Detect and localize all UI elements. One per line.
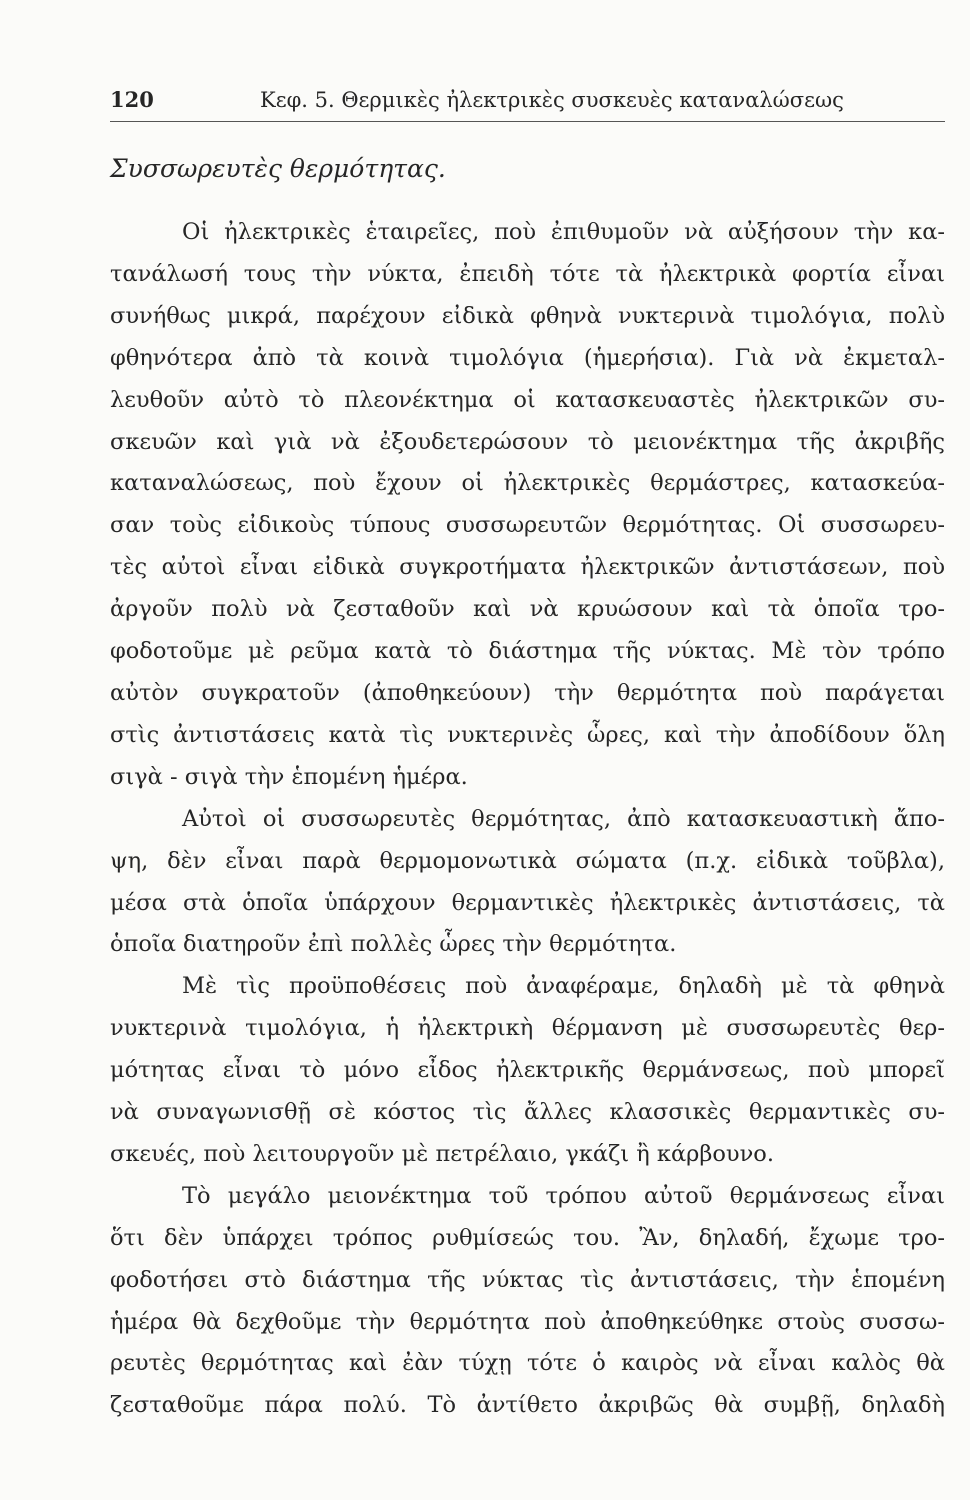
- text-line: μέσα στὰ ὁποῖα ὑπάρχουν θερμαντικὲς ἠλεκτρικὲς ἀντιστάσεις, τὰ: [110, 889, 945, 916]
- paragraph-4: [110, 1176, 945, 1427]
- text-line: σκευές, ποὺ λειτουργοῦν μὲ πετρέλαιο, γκάζι ἢ κάρβουνο.: [110, 1140, 774, 1167]
- text-line: συνήθως μικρά, παρέχουν εἰδικὰ φθηνὰ νυκτερινὰ τιμολόγια, πολὺ: [110, 302, 945, 329]
- page-number: 120: [110, 87, 154, 112]
- text-line: Μὲ τὶς προϋποθέσεις ποὺ ἀναφέραμε, δηλαδὴ μὲ τὰ φθηνὰ: [182, 973, 945, 1000]
- text-line: σκευῶν καὶ γιὰ νὰ ἐξουδετερώσουν τὸ μειονέκτημα τῆς ἀκριβῆς: [110, 428, 945, 455]
- text-line: φοδοτήσει στὸ διάστημα τῆς νύκτας τὶς ἀντιστάσεις, τὴν ἑπομένη: [110, 1266, 945, 1293]
- text-line: αὐτὸν συγκρατοῦν (ἀποθηκεύουν) τὴν θερμότητα ποὺ παράγεται: [110, 679, 945, 706]
- text-line: Τὸ μεγάλο μειονέκτημα τοῦ τρόπου αὐτοῦ θερμάνσεως εἶναι: [182, 1182, 945, 1209]
- text-line: ζεσταθοῦμε πάρα πολύ. Τὸ ἀντίθετο ἀκριβῶς θὰ συμβῇ, δηλαδὴ: [110, 1392, 945, 1419]
- paragraph-1: [110, 212, 945, 799]
- text-line: ἡμέρα θὰ δεχθοῦμε τὴν θερμότητα ποὺ ἀποθηκεύθηκε στοὺς συσσω-: [110, 1308, 945, 1335]
- text-line: στὶς ἀντιστάσεις κατὰ τὶς νυκτερινὲς ὧρες, καὶ τὴν ἀποδίδουν ὅλη: [110, 721, 945, 748]
- text-line: Αὐτοὶ οἱ συσσωρευτὲς θερμότητας, ἀπὸ κατασκευαστικὴ ἄπο-: [182, 805, 945, 832]
- paragraph-2: [110, 799, 945, 967]
- header-rule: [110, 121, 945, 122]
- paragraph-3: [110, 966, 945, 1176]
- text-line: Οἱ ἠλεκτρικὲς ἑταιρεῖες, ποὺ ἐπιθυμοῦν νὰ αὐξήσουν τὴν κα-: [182, 219, 945, 245]
- text-line: σιγὰ - σιγὰ τὴν ἑπομένη ἡμέρα.: [110, 763, 468, 790]
- running-head: Κεφ. 5. Θερμικὲς ἠλεκτρικὲς συσκευὲς καταναλώσεως: [260, 88, 844, 112]
- text-line: ὅτι δὲν ὑπάρχει τρόπος ρυθμίσεώς του. Ἂν, δηλαδή, ἔχωμε τρο-: [110, 1224, 945, 1251]
- text-line: ὁποῖα διατηροῦν ἐπὶ πολλὲς ὧρες τὴν θερμότητα.: [110, 931, 677, 958]
- text-line: καταναλώσεως, ποὺ ἔχουν οἱ ἠλεκτρικὲς θερμάστρες, κατασκεύα-: [110, 470, 945, 497]
- text-line: νυκτερινὰ τιμολόγια, ἡ ἠλεκτρικὴ θέρμανση μὲ συσσωρευτὲς θερ-: [110, 1015, 945, 1042]
- text-line: φθηνότερα ἀπὸ τὰ κοινὰ τιμολόγια (ἡμερήσια). Γιὰ νὰ ἐκμεταλ-: [110, 344, 945, 371]
- text-line: τὲς αὐτοὶ εἶναι εἰδικὰ συγκροτήματα ἠλεκτρικῶν ἀντιστάσεων, ποὺ: [110, 554, 945, 581]
- text-line: μότητας εἶναι τὸ μόνο εἶδος ἠλεκτρικῆς θερμάνσεως, ποὺ μπορεῖ: [110, 1057, 945, 1084]
- text-line: ἀργοῦν πολὺ νὰ ζεσταθοῦν καὶ νὰ κρυώσουν καὶ τὰ ὁποῖα τρο-: [110, 596, 945, 623]
- text-line: σαν τοὺς εἰδικοὺς τύπους συσσωρευτῶν θερμότητας. Οἱ συσσωρευ-: [110, 512, 945, 539]
- text-line: φοδοτοῦμε μὲ ρεῦμα κατὰ τὸ διάστημα τῆς νύκτας. Μὲ τὸν τρόπο: [110, 638, 945, 665]
- text-line: νὰ συναγωνισθῇ σὲ κόστος τὶς ἄλλες κλασσικὲς θερμαντικὲς συ-: [110, 1099, 945, 1126]
- text-line: ρευτὲς θερμότητας καὶ ἐὰν τύχῃ τότε ὁ καιρὸς νὰ εἶναι καλὸς θὰ: [110, 1350, 945, 1377]
- text-line: ψη, δὲν εἶναι παρὰ θερμομονωτικὰ σώματα (π.χ. εἰδικὰ τοῦβλα),: [110, 847, 945, 874]
- body-text: [110, 212, 945, 1427]
- text-line: τανάλωσή τους τὴν νύκτα, ἐπειδὴ τότε τὰ ἠλεκτρικὰ φορτία εἶναι: [110, 260, 945, 287]
- section-heading: Συσσωρευτὲς θερμότητας.: [110, 154, 446, 183]
- text-line: λευθοῦν αὐτὸ τὸ πλεονέκτημα οἱ κατασκευαστὲς ἠλεκτρικῶν συ-: [110, 386, 945, 413]
